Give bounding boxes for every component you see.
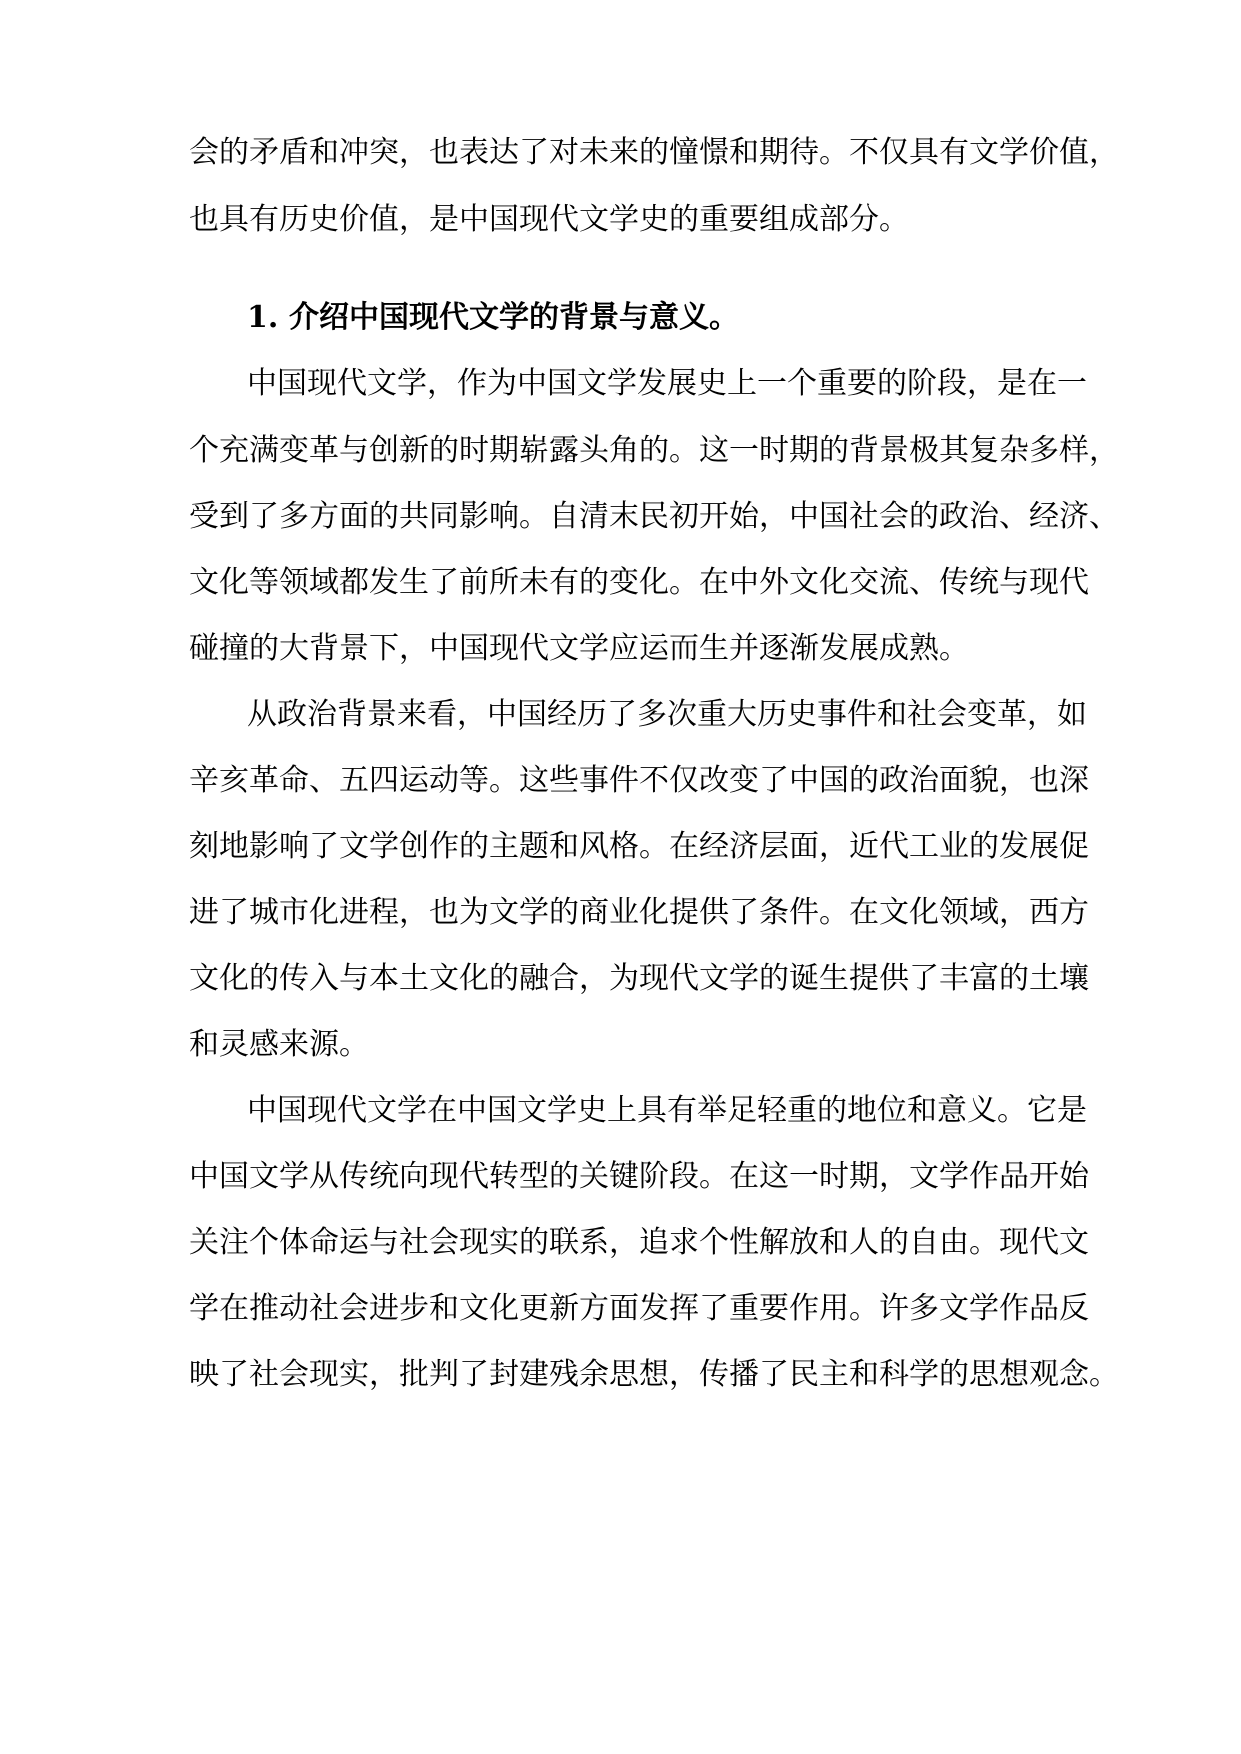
- paragraph-3-line-1: 中国现代文学在中国文学史上具有举足轻重的地位和意义。它是: [247, 1093, 1087, 1128]
- paragraph-2-line-5: 文化的传入与本土文化的融合，为现代文学的诞生提供了丰富的土壤: [189, 961, 1089, 996]
- paragraph-3-line-5: 映了社会现实，批判了封建残余思想，传播了民主和科学的思想观念。: [189, 1357, 1119, 1392]
- section-number: 1.: [247, 300, 279, 335]
- paragraph-1-line-5: 碰撞的大背景下，中国现代文学应运而生并逐渐发展成熟。: [189, 631, 969, 666]
- section-heading: [247, 294, 739, 342]
- paragraph-2-line-2: 辛亥革命、五四运动等。这些事件不仅改变了中国的政治面貌，也深: [189, 763, 1089, 798]
- paragraph-2-line-6: 和灵感来源。: [189, 1027, 369, 1062]
- intro-line-1: 会的矛盾和冲突，也表达了对未来的憧憬和期待。不仅具有文学价值，: [189, 135, 1119, 170]
- intro-line-2: 也具有历史价值，是中国现代文学史的重要组成部分。: [189, 202, 909, 237]
- paragraph-2-line-3: 刻地影响了文学创作的主题和风格。在经济层面，近代工业的发展促: [189, 829, 1089, 864]
- paragraph-1-line-2: 个充满变革与创新的时期崭露头角的。这一时期的背景极其复杂多样，: [189, 433, 1119, 468]
- paragraph-1-line-4: 文化等领域都发生了前所未有的变化。在中外文化交流、传统与现代: [189, 565, 1089, 600]
- section-title: 介绍中国现代文学的背景与意义。: [289, 300, 739, 335]
- paragraph-3-line-4: 学在推动社会进步和文化更新方面发挥了重要作用。许多文学作品反: [189, 1291, 1089, 1326]
- paragraph-1-line-1: 中国现代文学，作为中国文学发展史上一个重要的阶段，是在一: [247, 366, 1087, 401]
- paragraph-3-line-3: 关注个体命运与社会现实的联系，追求个性解放和人的自由。现代文: [189, 1225, 1089, 1260]
- paragraph-2-line-4: 进了城市化进程，也为文学的商业化提供了条件。在文化领域，西方: [189, 895, 1089, 930]
- paragraph-2-line-1: 从政治背景来看，中国经历了多次重大历史事件和社会变革，如: [247, 697, 1087, 732]
- paragraph-1-line-3: 受到了多方面的共同影响。自清末民初开始，中国社会的政治、经济、: [189, 499, 1119, 534]
- paragraph-3-line-2: 中国文学从传统向现代转型的关键阶段。在这一时期，文学作品开始: [189, 1159, 1089, 1194]
